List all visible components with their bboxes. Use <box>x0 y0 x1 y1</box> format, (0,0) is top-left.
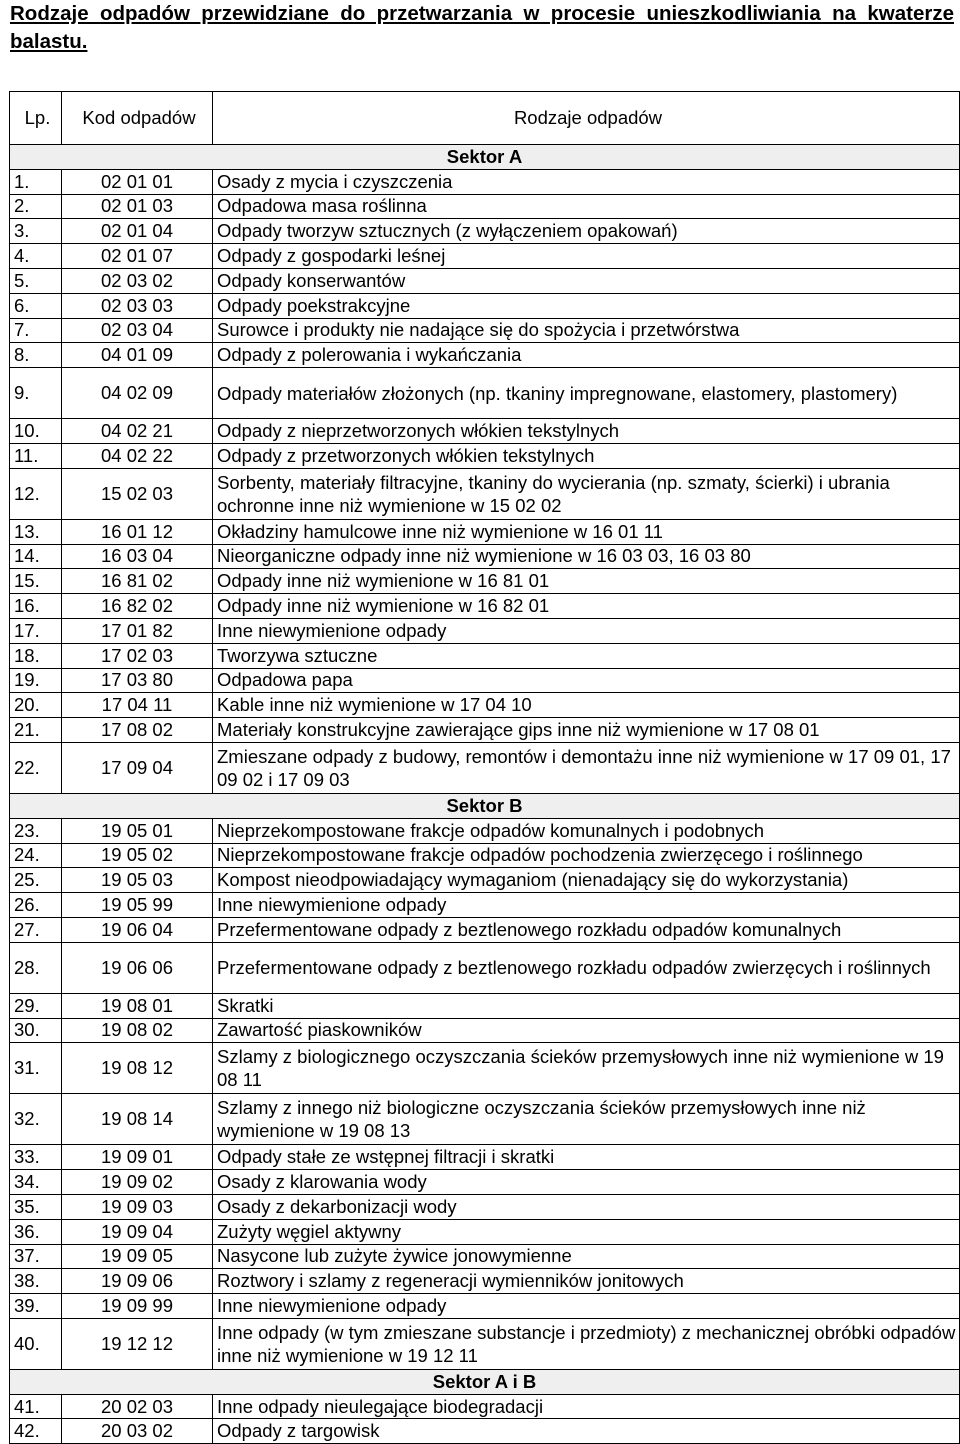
table-row <box>10 1419 960 1444</box>
row-name: Kable inne niż wymienione w 17 04 10 <box>213 693 960 718</box>
row-code: 19 09 03 <box>62 1194 213 1219</box>
table-row <box>10 293 960 318</box>
table-row <box>10 169 960 194</box>
table-row <box>10 1018 960 1043</box>
table-row <box>10 742 960 793</box>
row-code: 02 01 07 <box>62 244 213 269</box>
row-name: Inne niewymienione odpady <box>213 893 960 918</box>
row-code: 15 02 03 <box>62 468 213 519</box>
row-lp: 1. <box>10 169 62 194</box>
row-name: Odpady z przetworzonych włókien tekstylnych <box>213 443 960 468</box>
row-lp: 14. <box>10 544 62 569</box>
row-name: Przefermentowane odpady z beztlenowego rozkładu odpadów zwierzęcych i roślinnych <box>213 942 960 993</box>
row-lp: 6. <box>10 293 62 318</box>
table-row <box>10 1269 960 1294</box>
table-row <box>10 1294 960 1319</box>
row-name: Osady z klarowania wody <box>213 1170 960 1195</box>
row-lp: 31. <box>10 1043 62 1094</box>
row-code: 20 02 03 <box>62 1394 213 1419</box>
table-row <box>10 194 960 219</box>
row-name: Materiały konstrukcyjne zawierające gips inne niż wymienione w 17 08 01 <box>213 718 960 743</box>
table-row <box>10 1043 960 1094</box>
row-lp: 8. <box>10 343 62 368</box>
row-name: Nieorganiczne odpady inne niż wymienione w 16 03 03, 16 03 80 <box>213 544 960 569</box>
row-lp: 28. <box>10 942 62 993</box>
table-row <box>10 693 960 718</box>
table-row <box>10 244 960 269</box>
row-name: Odpady z polerowania i wykańczania <box>213 343 960 368</box>
row-lp: 26. <box>10 893 62 918</box>
table-row <box>10 569 960 594</box>
row-code: 19 08 02 <box>62 1018 213 1043</box>
row-lp: 10. <box>10 419 62 444</box>
table-row <box>10 594 960 619</box>
row-code: 02 01 03 <box>62 194 213 219</box>
table-row <box>10 443 960 468</box>
row-name: Surowce i produkty nie nadające się do spożycia i przetwórstwa <box>213 318 960 343</box>
row-name: Odpady z gospodarki leśnej <box>213 244 960 269</box>
row-lp: 36. <box>10 1219 62 1244</box>
sector-label: Sektor A <box>10 145 960 170</box>
row-code: 04 01 09 <box>62 343 213 368</box>
row-code: 17 02 03 <box>62 643 213 668</box>
row-name: Zmieszane odpady z budowy, remontów i demontażu inne niż wymienione w 17 09 01, 17 09 02 i 17 09 03 <box>213 742 960 793</box>
row-name: Nieprzekompostowane frakcje odpadów pochodzenia zwierzęcego i roślinnego <box>213 843 960 868</box>
row-name: Nieprzekompostowane frakcje odpadów komunalnych i podobnych <box>213 818 960 843</box>
row-lp: 12. <box>10 468 62 519</box>
row-code: 02 03 03 <box>62 293 213 318</box>
row-code: 17 03 80 <box>62 668 213 693</box>
row-lp: 38. <box>10 1269 62 1294</box>
waste-table <box>9 91 960 1444</box>
row-name: Osady z dekarbonizacji wody <box>213 1194 960 1219</box>
row-code: 17 04 11 <box>62 693 213 718</box>
row-code: 19 08 01 <box>62 993 213 1018</box>
row-name: Roztwory i szlamy z regeneracji wymienników jonitowych <box>213 1269 960 1294</box>
row-code: 16 82 02 <box>62 594 213 619</box>
row-lp: 19. <box>10 668 62 693</box>
row-code: 19 09 05 <box>62 1244 213 1269</box>
row-lp: 9. <box>10 368 62 419</box>
row-name: Odpady inne niż wymienione w 16 81 01 <box>213 569 960 594</box>
row-name: Zawartość piaskowników <box>213 1018 960 1043</box>
row-code: 04 02 22 <box>62 443 213 468</box>
row-name: Inne niewymienione odpady <box>213 1294 960 1319</box>
row-code: 02 03 04 <box>62 318 213 343</box>
table-row <box>10 1094 960 1145</box>
header-code: Kod odpadów <box>62 92 213 145</box>
table-row <box>10 468 960 519</box>
row-code: 19 08 12 <box>62 1043 213 1094</box>
table-row <box>10 219 960 244</box>
table-row <box>10 544 960 569</box>
table-row <box>10 868 960 893</box>
row-lp: 13. <box>10 519 62 544</box>
row-name: Inne niewymienione odpady <box>213 618 960 643</box>
row-name: Odpady z targowisk <box>213 1419 960 1444</box>
row-code: 16 01 12 <box>62 519 213 544</box>
header-lp: Lp. <box>10 92 62 145</box>
row-code: 19 08 14 <box>62 1094 213 1145</box>
row-lp: 41. <box>10 1394 62 1419</box>
table-row <box>10 343 960 368</box>
row-code: 19 05 02 <box>62 843 213 868</box>
table-row <box>10 1394 960 1419</box>
row-name: Tworzywa sztuczne <box>213 643 960 668</box>
row-code: 19 05 99 <box>62 893 213 918</box>
document-title-text: Rodzaje odpadów przewidziane do przetwarzania w procesie unieszkodliwiania na kwaterze balastu. <box>10 2 954 53</box>
row-lp: 7. <box>10 318 62 343</box>
row-lp: 32. <box>10 1094 62 1145</box>
row-name: Odpady inne niż wymienione w 16 82 01 <box>213 594 960 619</box>
row-code: 17 08 02 <box>62 718 213 743</box>
row-lp: 23. <box>10 818 62 843</box>
row-name: Odpady konserwantów <box>213 268 960 293</box>
row-code: 19 05 01 <box>62 818 213 843</box>
row-name: Zużyty węgiel aktywny <box>213 1219 960 1244</box>
row-lp: 15. <box>10 569 62 594</box>
table-row <box>10 519 960 544</box>
row-lp: 21. <box>10 718 62 743</box>
row-lp: 24. <box>10 843 62 868</box>
row-code: 20 03 02 <box>62 1419 213 1444</box>
row-code: 19 09 99 <box>62 1294 213 1319</box>
row-name: Inne odpady (w tym zmieszane substancje i przedmioty) z mechanicznej obróbki odpadów inne niż wymienione w 19 12 11 <box>213 1318 960 1369</box>
table-row <box>10 1219 960 1244</box>
row-name: Osady z mycia i czyszczenia <box>213 169 960 194</box>
table-header-row <box>10 92 960 145</box>
row-code: 02 01 04 <box>62 219 213 244</box>
row-code: 04 02 09 <box>62 368 213 419</box>
row-name: Odpadowa masa roślinna <box>213 194 960 219</box>
row-lp: 18. <box>10 643 62 668</box>
row-code: 16 03 04 <box>62 544 213 569</box>
row-code: 02 01 01 <box>62 169 213 194</box>
row-name: Kompost nieodpowiadający wymaganiom (nienadający się do wykorzystania) <box>213 868 960 893</box>
row-name: Przefermentowane odpady z beztlenowego rozkładu odpadów komunalnych <box>213 917 960 942</box>
row-lp: 20. <box>10 693 62 718</box>
table-row <box>10 643 960 668</box>
table-row <box>10 318 960 343</box>
table-body <box>10 145 960 1444</box>
row-lp: 34. <box>10 1170 62 1195</box>
row-name: Szlamy z biologicznego oczyszczania ścieków przemysłowych inne niż wymienione w 19 08 11 <box>213 1043 960 1094</box>
row-lp: 25. <box>10 868 62 893</box>
table-row <box>10 618 960 643</box>
row-code: 04 02 21 <box>62 419 213 444</box>
row-code: 19 09 02 <box>62 1170 213 1195</box>
table-row <box>10 1145 960 1170</box>
row-code: 19 09 04 <box>62 1219 213 1244</box>
table-row <box>10 917 960 942</box>
row-name: Odpady stałe ze wstępnej filtracji i skratki <box>213 1145 960 1170</box>
row-lp: 39. <box>10 1294 62 1319</box>
sector-label: Sektor A i B <box>10 1369 960 1394</box>
table-row <box>10 1170 960 1195</box>
row-name: Nasycone lub zużyte żywice jonowymienne <box>213 1244 960 1269</box>
row-lp: 16. <box>10 594 62 619</box>
table-row <box>10 268 960 293</box>
row-lp: 22. <box>10 742 62 793</box>
table-row <box>10 843 960 868</box>
row-name: Szlamy z innego niż biologiczne oczyszczania ścieków przemysłowych inne niż wymienione w 19 08 13 <box>213 1094 960 1145</box>
header-name: Rodzaje odpadów <box>213 92 960 145</box>
row-code: 19 05 03 <box>62 868 213 893</box>
table-row <box>10 368 960 419</box>
table-row <box>10 718 960 743</box>
row-lp: 5. <box>10 268 62 293</box>
sector-label: Sektor B <box>10 793 960 818</box>
row-name: Odpady z nieprzetworzonych włókien tekstylnych <box>213 419 960 444</box>
table-row <box>10 818 960 843</box>
row-lp: 30. <box>10 1018 62 1043</box>
row-code: 19 12 12 <box>62 1318 213 1369</box>
row-lp: 27. <box>10 917 62 942</box>
table-row <box>10 1318 960 1369</box>
row-name: Sorbenty, materiały filtracyjne, tkaniny do wycierania (np. szmaty, ścierki) i ubrania ochronne inne niż wymienione w 15 02 02 <box>213 468 960 519</box>
row-name: Odpadowa papa <box>213 668 960 693</box>
row-code: 17 09 04 <box>62 742 213 793</box>
sector-row <box>10 145 960 170</box>
table-row <box>10 419 960 444</box>
row-lp: 37. <box>10 1244 62 1269</box>
row-lp: 29. <box>10 993 62 1018</box>
table-row <box>10 1244 960 1269</box>
table-row <box>10 993 960 1018</box>
row-name: Skratki <box>213 993 960 1018</box>
table-row <box>10 1194 960 1219</box>
table-row <box>10 942 960 993</box>
row-code: 19 06 04 <box>62 917 213 942</box>
row-lp: 11. <box>10 443 62 468</box>
sector-row <box>10 1369 960 1394</box>
row-lp: 4. <box>10 244 62 269</box>
row-code: 19 09 06 <box>62 1269 213 1294</box>
row-lp: 3. <box>10 219 62 244</box>
row-code: 19 09 01 <box>62 1145 213 1170</box>
row-lp: 40. <box>10 1318 62 1369</box>
row-name: Okładziny hamulcowe inne niż wymienione w 16 01 11 <box>213 519 960 544</box>
row-code: 17 01 82 <box>62 618 213 643</box>
row-name: Odpady materiałów złożonych (np. tkaniny impregnowane, elastomery, plastomery) <box>213 368 960 419</box>
document-title <box>10 0 954 56</box>
table-row <box>10 893 960 918</box>
sector-row <box>10 793 960 818</box>
row-lp: 42. <box>10 1419 62 1444</box>
row-name: Odpady tworzyw sztucznych (z wyłączeniem opakowań) <box>213 219 960 244</box>
row-lp: 17. <box>10 618 62 643</box>
row-code: 19 06 06 <box>62 942 213 993</box>
row-code: 16 81 02 <box>62 569 213 594</box>
row-lp: 35. <box>10 1194 62 1219</box>
row-code: 02 03 02 <box>62 268 213 293</box>
table-row <box>10 668 960 693</box>
row-name: Odpady poekstrakcyjne <box>213 293 960 318</box>
row-name: Inne odpady nieulegające biodegradacji <box>213 1394 960 1419</box>
row-lp: 2. <box>10 194 62 219</box>
row-lp: 33. <box>10 1145 62 1170</box>
